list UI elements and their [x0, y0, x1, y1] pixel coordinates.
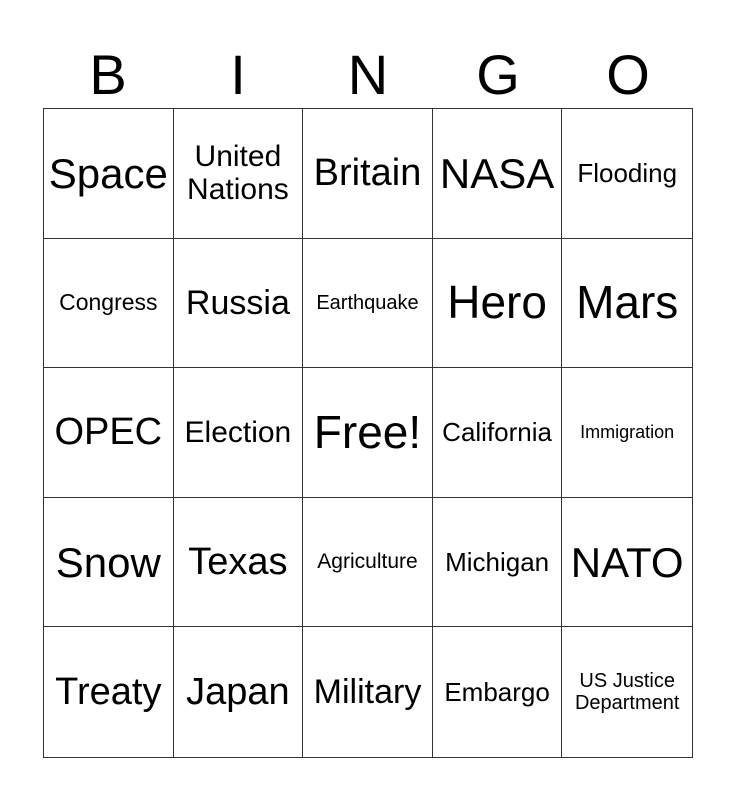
bingo-cell	[433, 109, 563, 239]
bingo-cell	[433, 239, 563, 369]
header-letter-i: I	[230, 43, 246, 106]
bingo-header	[43, 42, 693, 108]
bingo-cell	[433, 368, 563, 498]
cell-label: Snow	[55, 538, 161, 586]
cell-label: Election	[184, 415, 292, 449]
cell-label: Free!	[313, 405, 422, 458]
bingo-cell	[562, 109, 692, 239]
bingo-cell	[433, 498, 563, 628]
cell-label: US Justice Department	[574, 669, 680, 715]
bingo-cell	[303, 627, 433, 757]
bingo-cell	[562, 498, 692, 628]
header-letter-n: N	[347, 43, 389, 106]
bingo-cell	[303, 239, 433, 369]
cell-label: Space	[48, 149, 168, 197]
cell-label: Embargo	[444, 676, 550, 707]
cell-label: Mars	[576, 276, 679, 329]
cell-label: NATO	[570, 538, 684, 586]
bingo-cell	[562, 368, 692, 498]
bingo-cell	[562, 239, 692, 369]
cell-label: United Nations	[187, 139, 289, 207]
bingo-cell	[174, 368, 304, 498]
cell-label: Britain	[313, 152, 422, 195]
cell-label: OPEC	[54, 411, 163, 454]
cell-label: Treaty	[55, 670, 162, 713]
cell-label: Russia	[185, 283, 290, 322]
bingo-cell	[174, 239, 304, 369]
bingo-cell	[303, 109, 433, 239]
cell-label: Hero	[447, 276, 547, 329]
bingo-cell	[44, 498, 174, 628]
header-letter-o: O	[606, 43, 650, 106]
cell-label: Flooding	[577, 157, 678, 188]
cell-label: Immigration	[580, 422, 675, 443]
bingo-cell	[303, 368, 433, 498]
bingo-cell	[44, 239, 174, 369]
bingo-cell	[174, 109, 304, 239]
bingo-cell	[44, 627, 174, 757]
cell-label: Michigan	[445, 546, 550, 577]
cell-label: Congress	[59, 289, 158, 316]
cell-label: Texas	[188, 540, 288, 583]
cell-label: Military	[313, 673, 422, 712]
cell-label: Agriculture	[317, 550, 418, 574]
bingo-grid	[43, 108, 693, 758]
bingo-cell	[562, 627, 692, 757]
bingo-cell	[303, 498, 433, 628]
bingo-cell	[174, 627, 304, 757]
bingo-cell	[433, 627, 563, 757]
bingo-cell	[44, 368, 174, 498]
header-letter-g: G	[476, 43, 520, 106]
bingo-cell	[44, 109, 174, 239]
cell-label: Japan	[186, 670, 290, 713]
cell-label: NASA	[439, 149, 555, 197]
bingo-cell	[174, 498, 304, 628]
header-letter-b: B	[89, 43, 127, 106]
cell-label: California	[442, 416, 552, 447]
cell-label: Earthquake	[316, 291, 419, 314]
